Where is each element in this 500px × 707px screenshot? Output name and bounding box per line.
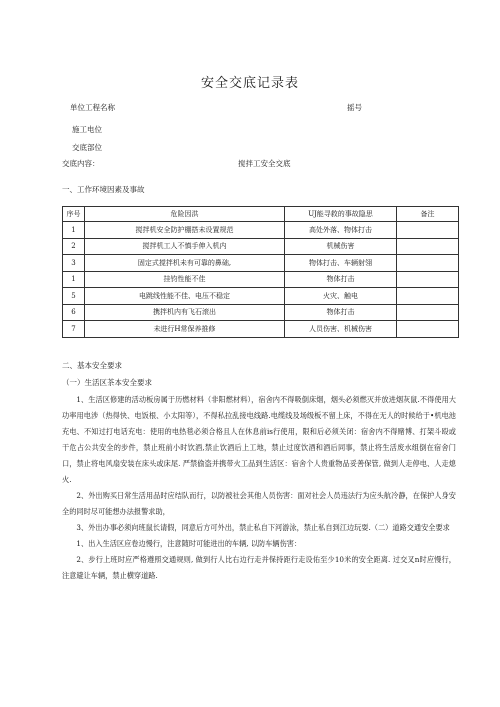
table-row xyxy=(63,304,459,321)
content-label: 交底内容： xyxy=(62,159,100,168)
cell-remark xyxy=(397,238,459,255)
cell-hazard: 搅拌机工人不慎手伸入机内 xyxy=(85,238,285,255)
cell-accident: 机械伤害 xyxy=(285,238,397,255)
cell-remark xyxy=(397,255,459,272)
cell-no: 2 xyxy=(63,238,85,255)
cell-accident: 物体打击、车辆射翎 xyxy=(285,255,397,272)
cell-accident: 高处外落、物体打击 xyxy=(285,222,397,239)
cell-remark xyxy=(397,304,459,321)
table-row xyxy=(63,238,459,255)
col-header-hazard: 危险因洪 xyxy=(85,207,285,222)
paragraph: 2、外出购买日常生活用品时应结队而行，以防被社会其他人员伤害：面对社会人员违法行为应头航冷静，在保护人身安全的同时尽可能想办法报警求助， xyxy=(62,491,456,516)
table-row xyxy=(63,321,459,338)
cell-remark xyxy=(397,321,459,338)
paragraph: 1、出入生活区应卷边慢行，注意随时可能进出的车辆, 以防车辆伤害： xyxy=(76,539,302,548)
cell-accident: 物体打击 xyxy=(285,304,397,321)
cell-remark xyxy=(397,222,459,239)
cell-accident: 人员伤害、机械伤害 xyxy=(285,321,397,338)
requirements-body xyxy=(62,392,456,584)
section2-sub1: （一）生活区茶本安全要求 xyxy=(62,378,152,387)
cell-accident: 物体打击 xyxy=(285,271,397,288)
handover-dept-label: 交底部位 xyxy=(72,143,102,152)
col-header-accident: UJ能寻救的事故隐思 xyxy=(285,207,397,222)
cell-no: 7 xyxy=(63,321,85,338)
col-header-no: 序号 xyxy=(63,207,85,222)
cell-remark xyxy=(397,288,459,305)
cell-hazard: 固定式搅拌机未有可靠的鼻础, xyxy=(85,255,285,272)
section1-heading: 一、工作环境因素及事故 xyxy=(62,185,145,194)
cell-hazard: 未进行H常保养推修 xyxy=(85,321,285,338)
risk-table xyxy=(62,206,459,338)
table-row xyxy=(63,288,459,305)
cell-accident: 火灾、触电 xyxy=(285,288,397,305)
table-row xyxy=(63,271,459,288)
cell-hazard: 搅拌机安全防护棚搭未设置规范 xyxy=(85,222,285,239)
cell-no: 1 xyxy=(63,222,85,239)
paragraph: 2、步行上班时应严格遵照交通规则, 做到行人比右边行走并保持距行走设佑至少10米的安全距离. 过交叉n时应慢行，注意避让车辆，禁止横穿道路. xyxy=(62,555,456,580)
cell-hazard: 挂钧性能不佳 xyxy=(85,271,285,288)
section2-heading: 二、基本安全要求 xyxy=(62,361,122,370)
cell-no: 6 xyxy=(63,304,85,321)
cell-hazard: 电跳线性能不佳、电压不稳定 xyxy=(85,288,285,305)
cell-no: 1 xyxy=(63,271,85,288)
unit-name-label: 单位工程名称 xyxy=(70,103,115,112)
table-row xyxy=(63,222,459,239)
document-title: 安全交底记录表 xyxy=(200,76,299,91)
content-value: 搅拌工安全交底 xyxy=(238,159,291,168)
paragraph: 3、外出办事必须向班鼠长请假，同意后方可外出，禁止私自下河游泳，禁止私自到江边玩耍.（二）道路交通安全要求 xyxy=(76,523,450,532)
cell-remark xyxy=(397,271,459,288)
cell-hazard: 携拌机内有飞石滚出 xyxy=(85,304,285,321)
table-row xyxy=(63,255,459,272)
cell-no: 5 xyxy=(63,288,85,305)
cell-no: 3 xyxy=(63,255,85,272)
table-header-row xyxy=(63,207,459,222)
construction-unit-label: 施工电位 xyxy=(72,125,102,134)
number-label: 摇号 xyxy=(347,103,362,112)
col-header-remark: 备注 xyxy=(397,207,459,222)
paragraph: 1、生活区修建的活动板房属于历燃材料（非阳燃材料），宿舍内不得吸倒床烟，烟头必须燃灭并放进烟灰鼠.不得使用大功率用电涉（热得快、电饭根、小太阳等），不得私拉乱接电线路.电缆线及场级板不留上床，不得在无人的时候给于•机电池充电、不知过打电话充电：使用的电热毯必须合格且人在休息前is行使用，限和后必须关闭：宿舍内不得赌博、打架斗殴或干危占公共安全的步件，禁止班前小时饮酒,禁止饮酒后上工地，禁止过度饮酒和酒后同事，禁止将生活废水组倒在宿舍门口，禁止将电风扇安装在床头或床尾. 严禁偷盗并携带火工品到生活区：宿舍个人贵重物品妥善保管, 做到人走停电、人走熄火. xyxy=(62,395,456,484)
